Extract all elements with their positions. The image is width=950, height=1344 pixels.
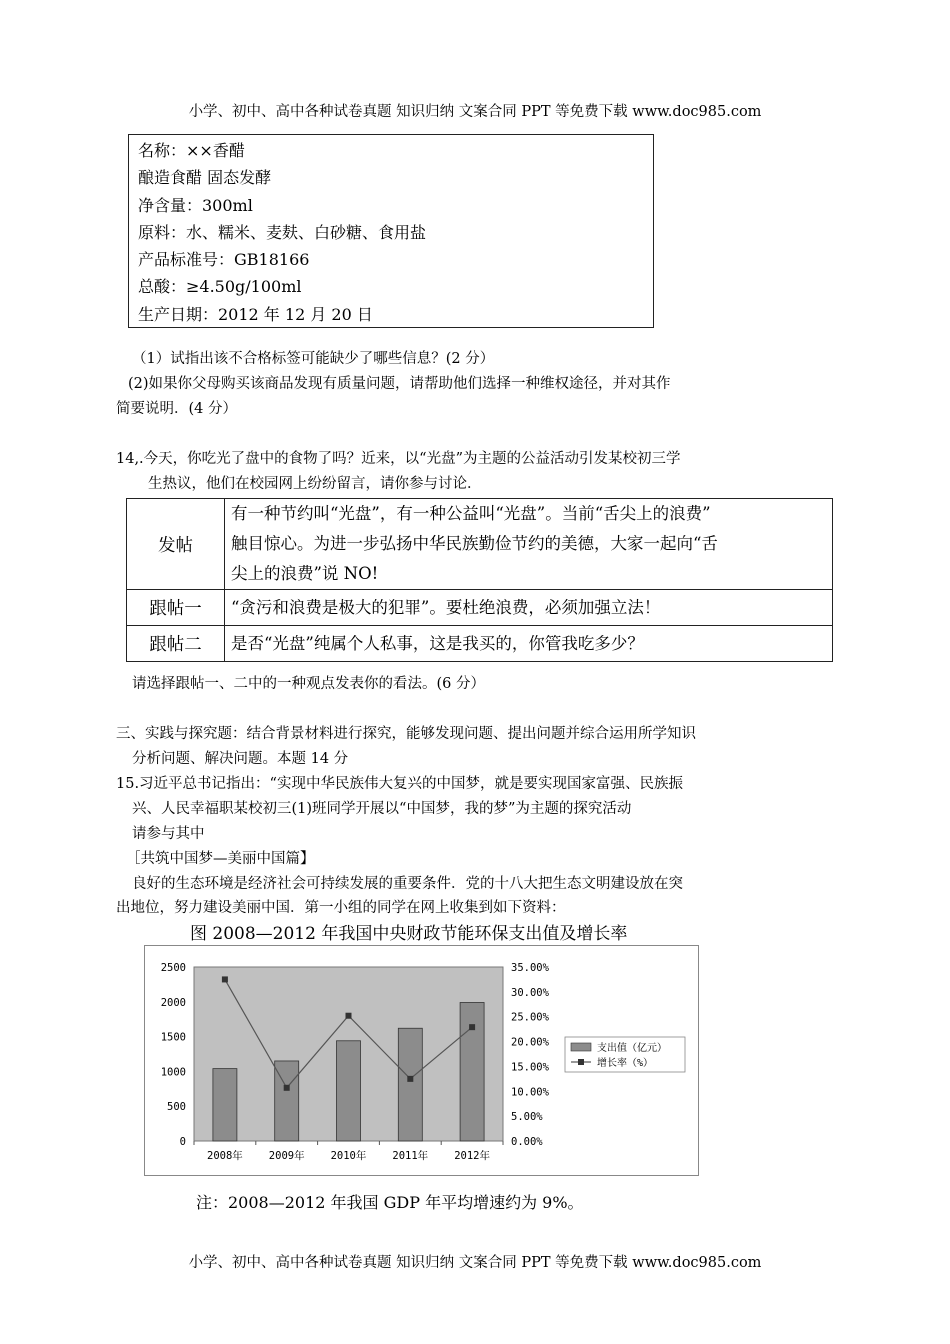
right-tick-label: 35.00% xyxy=(511,962,549,974)
chart-svg xyxy=(145,946,698,1175)
growth-point xyxy=(469,1024,475,1030)
label-line: 净含量：300ml xyxy=(138,195,253,215)
legend-line-marker xyxy=(578,1059,584,1065)
label-line: 名称：××香醋 xyxy=(138,141,245,160)
content-line: 尖上的浪费”说 NO! xyxy=(231,564,379,583)
right-tick-label: 20.00% xyxy=(511,1036,549,1049)
growth-point xyxy=(222,976,228,982)
q14-intro-line1: 14,.今天，你吃光了盘中的食物了吗？近来，以“光盘”为主题的公益活动引发某校初三学 xyxy=(116,451,681,467)
growth-point xyxy=(346,1013,352,1019)
bar xyxy=(213,1069,237,1141)
chart-frame xyxy=(144,945,699,1176)
page-footer: 小学、初中、高中各种试卷真题 知识归纳 文案合同 PPT 等免费下载 www.doc985.com xyxy=(188,1255,762,1271)
q13-part1: （1）试指出该不合格标签可能缺少了哪些信息？(2 分） xyxy=(132,351,495,367)
label-line: 产品标准号：GB18166 xyxy=(138,250,310,270)
table-row xyxy=(127,499,833,590)
chart-title: 图 2008—2012 年我国中央财政节能环保支出值及增长率 xyxy=(190,924,628,944)
page-header: 小学、初中、高中各种试卷真题 知识归纳 文案合同 PPT 等免费下载 www.doc985.com xyxy=(188,104,762,120)
label-line: 总酸：≥4.50g/100ml xyxy=(138,277,302,297)
label-line: 生产日期：2012 年 12 月 20 日 xyxy=(138,304,373,324)
row-head: 跟帖二 xyxy=(127,626,225,662)
content-line: “贪污和浪费是极大的犯罪”。要杜绝浪费，必须加强立法！ xyxy=(231,597,661,617)
right-tick-label: 0.00% xyxy=(511,1136,543,1148)
bar xyxy=(337,1041,361,1141)
q15-subtitle: ［共筑中国梦—美丽中国篇】 xyxy=(126,851,315,867)
bar xyxy=(460,1002,484,1141)
row-head: 发帖 xyxy=(127,499,225,590)
q14-question: 请选择跟帖一、二中的一种观点发表你的看法。(6 分） xyxy=(132,676,485,692)
bar xyxy=(398,1028,422,1141)
right-tick-label: 30.00% xyxy=(511,986,549,999)
legend-label-bar: 支出值（亿元） xyxy=(597,1043,667,1054)
q13-part2-line1: (2)如果你父母购买该商品发现有质量问题，请帮助他们选择一种维权途径，并对其作 xyxy=(128,376,671,392)
row-content xyxy=(225,626,833,662)
table-row xyxy=(127,626,833,662)
category-label: 2008年 xyxy=(207,1150,243,1162)
content-line: 触目惊心。为进一步弘扬中华民族勤俭节约的美德，大家一起向“舌 xyxy=(231,534,718,553)
left-tick-label: 0 xyxy=(179,1136,186,1148)
right-tick-label: 5.00% xyxy=(511,1111,543,1124)
q13-part2-line2: 简要说明．(4 分） xyxy=(116,401,237,417)
forum-table xyxy=(126,498,833,662)
q14-intro-line2: 生热议，他们在校园网上纷纷留言，请你参与讨论． xyxy=(148,476,482,492)
product-label-box xyxy=(128,134,654,328)
content-line: 是否“光盘”纯属个人私事，这是我买的，你管我吃多少？ xyxy=(231,633,644,653)
section3-line2: 分析问题、解决问题。本题 14 分 xyxy=(132,751,349,767)
left-tick-label: 2000 xyxy=(160,996,186,1009)
content-line: 有一种节约叫“光盘”，有一种公益叫“光盘”。当前“舌尖上的浪费” xyxy=(231,504,711,523)
row-content xyxy=(225,590,833,626)
row-head: 跟帖一 xyxy=(127,590,225,626)
section3-line1: 三、实践与探究题：结合背景材料进行探究，能够发现问题、提出问题并综合运用所学知识 xyxy=(116,726,696,742)
growth-point xyxy=(407,1076,413,1082)
row-content xyxy=(225,499,833,590)
right-tick-label: 15.00% xyxy=(511,1061,549,1074)
q15-para-line2: 出地位，努力建设美丽中国．第一小组的同学在网上收集到如下资料： xyxy=(116,900,566,916)
right-tick-label: 10.00% xyxy=(511,1086,549,1099)
category-label: 2009年 xyxy=(268,1150,305,1162)
left-tick-label: 2500 xyxy=(160,962,186,974)
label-line: 酿造食醋 固态发酵 xyxy=(138,168,272,188)
q15-line1: 15.习近平总书记指出：“实现中华民族伟大复兴的中国梦，就是要实现国家富强、民族振 xyxy=(116,776,683,792)
legend-label-line: 增长率（%） xyxy=(597,1058,654,1069)
label-line: 原料：水、糯米、麦麸、白砂糖、食用盐 xyxy=(138,222,427,242)
left-tick-label: 1000 xyxy=(160,1066,186,1079)
growth-point xyxy=(284,1085,290,1091)
q15-line3: 请参与其中 xyxy=(132,826,205,842)
q15-line2: 兴、人民幸福职某校初三(1)班同学开展以“中国梦，我的梦”为主题的探究活动 xyxy=(132,801,632,817)
category-label: 2010年 xyxy=(330,1150,367,1162)
category-label: 2011年 xyxy=(392,1150,429,1162)
left-tick-label: 500 xyxy=(167,1101,186,1114)
legend-bar-swatch xyxy=(571,1043,591,1051)
chart-note: 注：2008—2012 年我国 GDP 年平均增速约为 9%。 xyxy=(196,1193,584,1212)
q15-para-line1: 良好的生态环境是经济社会可持续发展的重要条件．党的十八大把生态文明建设放在突 xyxy=(132,876,683,892)
table-row xyxy=(127,590,833,626)
category-label: 2012年 xyxy=(454,1150,490,1162)
right-tick-label: 25.00% xyxy=(511,1011,549,1024)
left-tick-label: 1500 xyxy=(160,1031,186,1044)
